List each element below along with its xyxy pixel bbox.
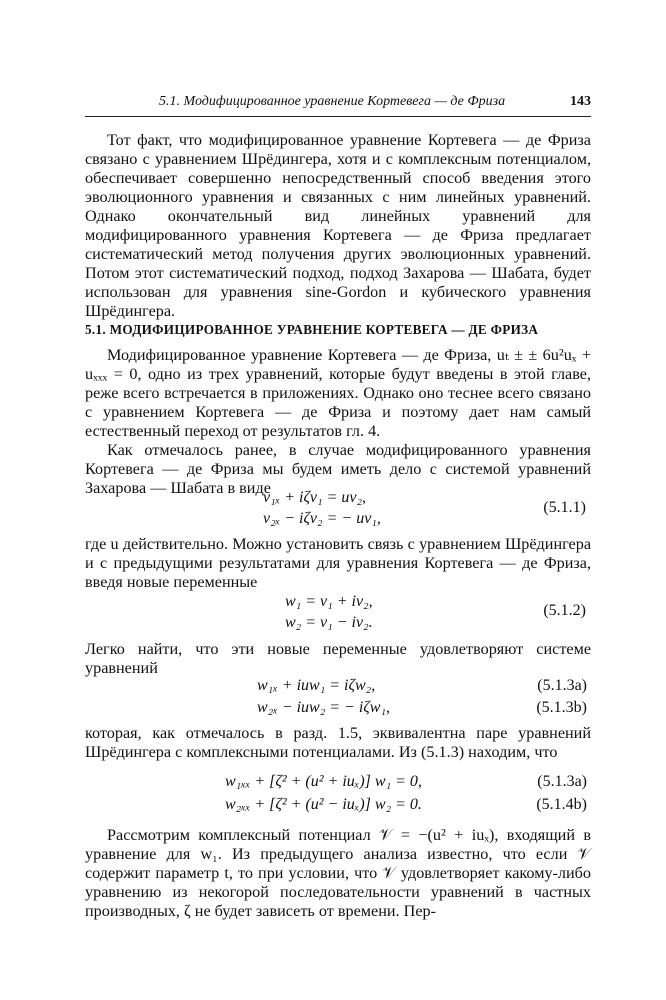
- page-number: 143: [570, 94, 591, 109]
- equation-formula: w₁ = v₁ + iv₂,: [285, 593, 373, 610]
- section-title: 5.1. МОДИФИЦИРОВАННОЕ УРАВНЕНИЕ КОРТЕВЕГА — ДЕ ФРИЗА: [85, 322, 539, 337]
- equation-formula: v₁ₓ + iζv₁ = uv₂,: [263, 489, 367, 506]
- page-header: [85, 94, 591, 114]
- equation-5-1-2-line1: [85, 593, 591, 615]
- equation-formula: w₂ = v₁ − iv₂.: [285, 614, 373, 631]
- equation-number: (5.1.2): [543, 602, 586, 619]
- section-text-2: [85, 535, 591, 592]
- equation-5-1-4b: [85, 796, 591, 818]
- equation-5-1-1-line1: [85, 489, 591, 511]
- paragraph-1: Модифицированное уравнение Кортевега — де Фриза, uₜ ± ± 6u²uₓ + uₓₓₓ = 0, одно из трех уравнений, которые будут введены в этой главе, реже всего встречается в приложениях. Однако оно теснее всего связано с уравнением Кортевега — де Фриза и поэтому дает нам самый естественный переход от результатов гл. 4.: [85, 346, 591, 440]
- equation-formula: w₂ₓₓ + [ζ² + (u² − iuₓ)] w₂ = 0.: [225, 796, 422, 813]
- section-text-1: [85, 346, 591, 498]
- paragraph-3: где u действительно. Можно установить связь с уравнением Шрёдингера и с предыдущими результатами для уравнения Кортевега — де Фриза, введя новые переменные: [85, 535, 591, 591]
- equation-number: (5.1.3a): [537, 773, 587, 790]
- equation-5-1-4a: [85, 773, 591, 795]
- equation-number: (5.1.3a): [537, 677, 587, 694]
- section-text-3: [85, 640, 591, 678]
- header-rule: [85, 116, 591, 117]
- section-text-5: [85, 826, 591, 921]
- equation-formula: w₂ₓ − iuw₂ = − iζw₁,: [257, 699, 391, 716]
- equation-number: (5.1.3b): [536, 699, 587, 716]
- paragraph-5: которая, как отмечалось в разд. 1.5, эквивалентна паре уравнений Шрёдингера с комплексными потенциалами. Из (5.1.3) находим, что: [85, 724, 591, 761]
- equation-5-1-3a: [85, 677, 591, 699]
- equation-5-1-1-line2: [85, 510, 591, 532]
- intro-block: [85, 131, 591, 321]
- equation-formula: v₂ₓ − iζv₂ = − uv₁,: [263, 510, 381, 527]
- paragraph-6: Рассмотрим комплексный потенциал 𝒱 = −(u² + iuₓ), входящий в уравнение для w₁. Из предыдущего анализа известно, что если 𝒱 содержит параметр t, то при условии, что 𝒱 удовлетворяет какому-либо уравнению из некогорой последовательности уравнений в частных производных, ζ не будет зависеть от времени. Пер-: [85, 826, 591, 920]
- equation-5-1-2-line2: [85, 614, 591, 636]
- running-title: 5.1. Модифицированное уравнение Кортевега — де Фриза: [159, 94, 506, 109]
- paragraph-4: Легко найти, что эти новые переменные удовлетворяют системе уравнений: [85, 640, 591, 677]
- equation-5-1-3b: [85, 699, 591, 721]
- equation-number: (5.1.1): [543, 499, 586, 516]
- equation-formula: w₁ₓ + iuw₁ = iζw₂,: [257, 677, 376, 694]
- paragraph-2: Как отмечалось ранее, в случае модифицированного уравнения Кортевега — де Фриза мы будем иметь дело с системой уравнений Захарова — Шабата в виде: [85, 441, 591, 497]
- equation-formula: w₁ₓₓ + [ζ² + (u² + iuₓ)] w₁ = 0,: [225, 773, 422, 790]
- equation-number: (5.1.4b): [536, 796, 587, 813]
- intro-paragraph: Тот факт, что модифицированное уравнение Кортевега — де Фриза связано с уравнением Шрёдингера, хотя и с комплексным потенциалом, обеспечивает совершенно непосредственный способ введения этого эволюционного уравнения и связанных с ним линейных уравнений. Однако окончательный вид линейных уравнений для модифицированного уравнения Кортевега — де Фриза предлагает систематический метод получения других эволюционных уравнений. Потом этот систематический подход, подход Захарова — Шабата, будет использован для уравнения sine-Gordon и кубического уравнения Шрёдингера.: [85, 131, 591, 320]
- section-text-4: [85, 724, 591, 762]
